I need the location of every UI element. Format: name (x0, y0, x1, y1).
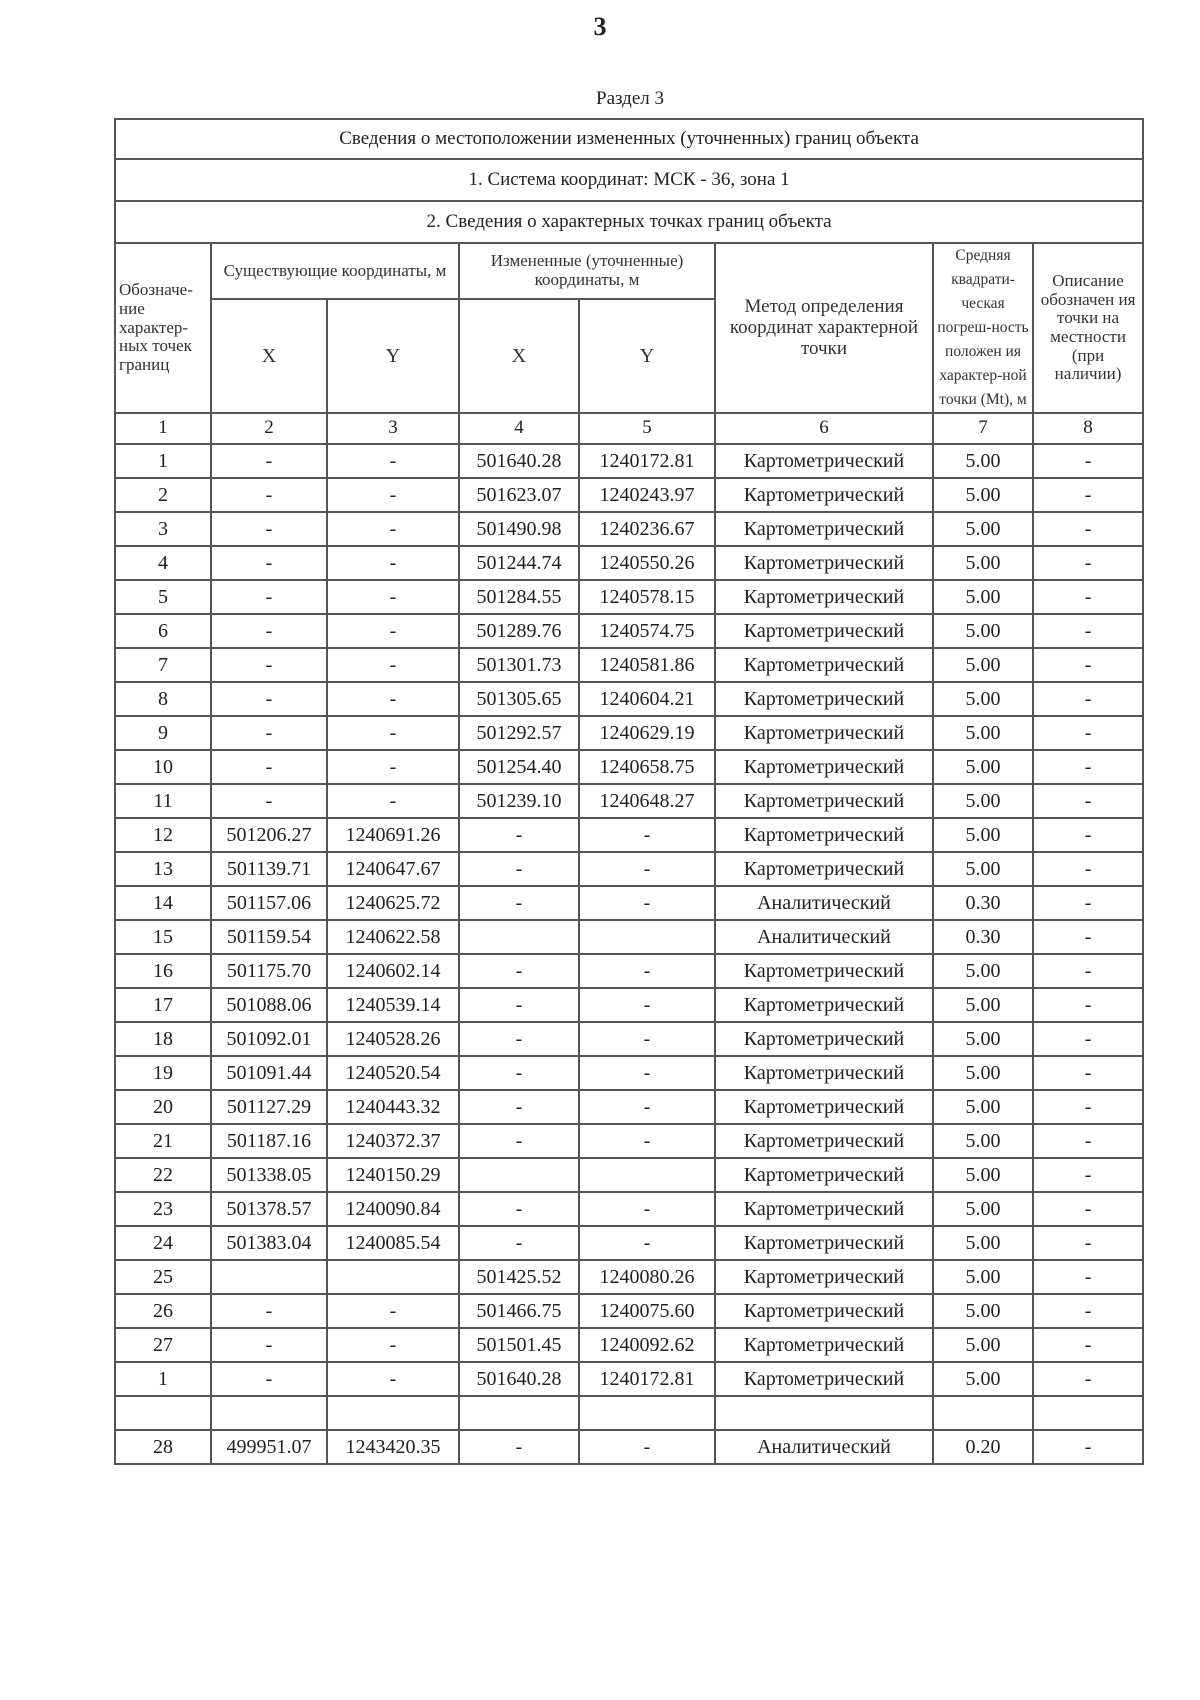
cell-existing-x: 501139.71 (211, 852, 327, 886)
table-row (115, 1260, 1143, 1294)
cell-existing-x: - (211, 546, 327, 580)
cell-error-mt: 5.00 (933, 682, 1033, 716)
cell-method: Картометрический (715, 1056, 933, 1090)
cell-existing-y: - (327, 716, 459, 750)
cell-description: - (1033, 818, 1143, 852)
cell-existing-y: - (327, 478, 459, 512)
cell-changed-y: 1240578.15 (579, 580, 715, 614)
cell-changed-y: - (579, 1226, 715, 1260)
cell-changed-x: 501425.52 (459, 1260, 579, 1294)
cell-method: Картометрический (715, 818, 933, 852)
cell-method: Картометрический (715, 784, 933, 818)
cell-changed-y: - (579, 1192, 715, 1226)
cell-existing-x: 501378.57 (211, 1192, 327, 1226)
cell-error-mt: 5.00 (933, 1158, 1033, 1192)
cell-description: - (1033, 1430, 1143, 1464)
table-row (115, 1362, 1143, 1396)
cell-changed-y (579, 1158, 715, 1192)
cell-existing-x: - (211, 1362, 327, 1396)
column-number: 4 (459, 413, 579, 444)
cell-changed-y (579, 920, 715, 954)
cell-existing-y: 1240085.54 (327, 1226, 459, 1260)
cell-changed-x: - (459, 1192, 579, 1226)
cell-changed-y: 1240092.62 (579, 1328, 715, 1362)
cell-changed-y: 1240172.81 (579, 444, 715, 478)
cell-existing-y: - (327, 784, 459, 818)
cell-changed-y: - (579, 988, 715, 1022)
table-row (115, 614, 1143, 648)
cell-method: Картометрический (715, 750, 933, 784)
cell-method: Картометрический (715, 682, 933, 716)
cell-changed-x: 501640.28 (459, 1362, 579, 1396)
column-number: 6 (715, 413, 933, 444)
cell-changed-y: 1240172.81 (579, 1362, 715, 1396)
cell-existing-y: - (327, 1362, 459, 1396)
cell-description (1033, 1396, 1143, 1430)
cell-changed-y: - (579, 1090, 715, 1124)
cell-existing-x: - (211, 716, 327, 750)
table-row (115, 1158, 1143, 1192)
cell-changed-x (459, 920, 579, 954)
cell-existing-x: 501175.70 (211, 954, 327, 988)
table-row (115, 1056, 1143, 1090)
cell-changed-x: 501239.10 (459, 784, 579, 818)
cell-changed-x: - (459, 1022, 579, 1056)
header-changed-coords: Измененные (уточненные) координаты, м (459, 243, 715, 299)
cell-point-id: 1 (115, 1362, 211, 1396)
cell-changed-y: 1240629.19 (579, 716, 715, 750)
cell-existing-x: - (211, 750, 327, 784)
cell-existing-x: - (211, 614, 327, 648)
cell-existing-x (211, 1396, 327, 1430)
cell-description: - (1033, 886, 1143, 920)
cell-error-mt: 5.00 (933, 1294, 1033, 1328)
cell-description: - (1033, 546, 1143, 580)
cell-existing-y: 1240539.14 (327, 988, 459, 1022)
cell-method: Картометрический (715, 614, 933, 648)
cell-existing-x: 501127.29 (211, 1090, 327, 1124)
cell-method: Аналитический (715, 920, 933, 954)
cell-method: Картометрический (715, 954, 933, 988)
coordinate-system: 1. Система координат: МСК - 36, зона 1 (115, 159, 1143, 201)
cell-existing-x: 501338.05 (211, 1158, 327, 1192)
cell-error-mt: 5.00 (933, 1192, 1033, 1226)
section-label: Раздел 3 (596, 88, 664, 109)
cell-existing-x: 501091.44 (211, 1056, 327, 1090)
cell-description: - (1033, 784, 1143, 818)
cell-error-mt: 5.00 (933, 614, 1033, 648)
cell-existing-y: 1240602.14 (327, 954, 459, 988)
table-row (115, 682, 1143, 716)
cell-changed-y: - (579, 1022, 715, 1056)
cell-description: - (1033, 580, 1143, 614)
cell-changed-x: 501466.75 (459, 1294, 579, 1328)
cell-existing-y: - (327, 750, 459, 784)
cell-point-id: 9 (115, 716, 211, 750)
cell-error-mt: 5.00 (933, 1124, 1033, 1158)
cell-description: - (1033, 1260, 1143, 1294)
cell-description: - (1033, 444, 1143, 478)
cell-point-id (115, 1396, 211, 1430)
cell-error-mt: 5.00 (933, 648, 1033, 682)
cell-description: - (1033, 682, 1143, 716)
cell-existing-y: - (327, 682, 459, 716)
boundary-points-table (114, 118, 1144, 1465)
cell-point-id: 24 (115, 1226, 211, 1260)
cell-method: Картометрический (715, 1294, 933, 1328)
cell-description: - (1033, 648, 1143, 682)
cell-method: Картометрический (715, 1328, 933, 1362)
table-row (115, 1090, 1143, 1124)
cell-method: Картометрический (715, 1158, 933, 1192)
table-row (115, 478, 1143, 512)
cell-existing-x: - (211, 478, 327, 512)
cell-error-mt: 5.00 (933, 1362, 1033, 1396)
cell-existing-y: - (327, 580, 459, 614)
cell-changed-x: - (459, 1430, 579, 1464)
table-row (115, 886, 1143, 920)
cell-existing-x: - (211, 1294, 327, 1328)
cell-changed-x: - (459, 1090, 579, 1124)
cell-description: - (1033, 954, 1143, 988)
cell-point-id: 20 (115, 1090, 211, 1124)
cell-existing-y: 1240647.67 (327, 852, 459, 886)
cell-existing-y: 1240625.72 (327, 886, 459, 920)
cell-changed-y: 1240658.75 (579, 750, 715, 784)
cell-error-mt: 5.00 (933, 784, 1033, 818)
cell-method: Картометрический (715, 1260, 933, 1294)
table-row (115, 648, 1143, 682)
header-existing-x: X (211, 299, 327, 413)
cell-existing-y: 1243420.35 (327, 1430, 459, 1464)
cell-changed-x: - (459, 1226, 579, 1260)
column-number: 1 (115, 413, 211, 444)
table-row (115, 920, 1143, 954)
cell-point-id: 27 (115, 1328, 211, 1362)
cell-point-id: 26 (115, 1294, 211, 1328)
cell-error-mt: 5.00 (933, 478, 1033, 512)
cell-existing-x: - (211, 784, 327, 818)
cell-description: - (1033, 1226, 1143, 1260)
cell-existing-x: 501187.16 (211, 1124, 327, 1158)
cell-point-id: 18 (115, 1022, 211, 1056)
cell-description: - (1033, 988, 1143, 1022)
table-row (115, 1430, 1143, 1464)
table-row (115, 750, 1143, 784)
cell-description: - (1033, 1158, 1143, 1192)
column-numbers-row (115, 413, 1143, 444)
cell-changed-y: - (579, 886, 715, 920)
table-row (115, 1328, 1143, 1362)
column-number: 5 (579, 413, 715, 444)
header-existing-y: Y (327, 299, 459, 413)
cell-point-id: 11 (115, 784, 211, 818)
cell-point-id: 15 (115, 920, 211, 954)
cell-method: Картометрический (715, 478, 933, 512)
cell-description: - (1033, 1328, 1143, 1362)
cell-changed-x: - (459, 1124, 579, 1158)
cell-existing-y: - (327, 546, 459, 580)
cell-changed-x: 501640.28 (459, 444, 579, 478)
cell-error-mt (933, 1396, 1033, 1430)
cell-method: Картометрический (715, 1090, 933, 1124)
table-row (115, 784, 1143, 818)
cell-existing-y: 1240443.32 (327, 1090, 459, 1124)
cell-method: Картометрический (715, 716, 933, 750)
cell-point-id: 13 (115, 852, 211, 886)
cell-changed-y: - (579, 818, 715, 852)
cell-existing-x: 499951.07 (211, 1430, 327, 1464)
cell-point-id: 23 (115, 1192, 211, 1226)
cell-changed-x (459, 1158, 579, 1192)
cell-changed-y: 1240243.97 (579, 478, 715, 512)
cell-existing-y: - (327, 444, 459, 478)
cell-changed-x: 501501.45 (459, 1328, 579, 1362)
cell-method: Картометрический (715, 852, 933, 886)
cell-changed-x: 501305.65 (459, 682, 579, 716)
table-row (115, 716, 1143, 750)
cell-existing-y: 1240372.37 (327, 1124, 459, 1158)
cell-existing-y: 1240150.29 (327, 1158, 459, 1192)
cell-changed-y: 1240236.67 (579, 512, 715, 546)
cell-point-id: 10 (115, 750, 211, 784)
cell-error-mt: 0.30 (933, 886, 1033, 920)
table-row (115, 818, 1143, 852)
cell-existing-x: - (211, 1328, 327, 1362)
cell-existing-y: 1240528.26 (327, 1022, 459, 1056)
cell-description: - (1033, 1090, 1143, 1124)
cell-existing-y: 1240090.84 (327, 1192, 459, 1226)
page-number: 3 (593, 12, 607, 41)
cell-description: - (1033, 716, 1143, 750)
cell-description: - (1033, 1124, 1143, 1158)
table-row (115, 1022, 1143, 1056)
cell-error-mt: 5.00 (933, 1090, 1033, 1124)
table-row (115, 1226, 1143, 1260)
cell-method: Картометрический (715, 580, 933, 614)
table-row-blank (115, 1396, 1143, 1430)
cell-changed-y: - (579, 852, 715, 886)
cell-point-id: 2 (115, 478, 211, 512)
cell-existing-x: - (211, 512, 327, 546)
cell-existing-y: - (327, 1328, 459, 1362)
cell-changed-x: - (459, 1056, 579, 1090)
cell-point-id: 12 (115, 818, 211, 852)
points-heading: 2. Сведения о характерных точках границ объекта (115, 201, 1143, 243)
cell-point-id: 19 (115, 1056, 211, 1090)
table-row (115, 512, 1143, 546)
cell-error-mt: 5.00 (933, 1226, 1033, 1260)
cell-existing-x: - (211, 682, 327, 716)
cell-point-id: 16 (115, 954, 211, 988)
header-description: Описание обозначен ия точки на местности (при наличии) (1033, 243, 1143, 413)
cell-error-mt: 0.20 (933, 1430, 1033, 1464)
cell-changed-x: - (459, 818, 579, 852)
cell-existing-x: 501088.06 (211, 988, 327, 1022)
cell-point-id: 3 (115, 512, 211, 546)
cell-changed-x: - (459, 852, 579, 886)
cell-method: Картометрический (715, 1362, 933, 1396)
cell-changed-y: - (579, 1430, 715, 1464)
cell-changed-y: 1240550.26 (579, 546, 715, 580)
table-row (115, 580, 1143, 614)
cell-point-id: 7 (115, 648, 211, 682)
cell-changed-y: - (579, 954, 715, 988)
cell-existing-y: 1240520.54 (327, 1056, 459, 1090)
cell-description: - (1033, 512, 1143, 546)
cell-error-mt: 5.00 (933, 818, 1033, 852)
cell-error-mt: 0.30 (933, 920, 1033, 954)
cell-error-mt: 5.00 (933, 1056, 1033, 1090)
cell-method: Картометрический (715, 444, 933, 478)
header-error: Средняя квадрати-ческая погреш-ность положен ия характер-ной точки (Mt), м (933, 243, 1033, 413)
cell-changed-x: - (459, 954, 579, 988)
cell-method (715, 1396, 933, 1430)
cell-point-id: 5 (115, 580, 211, 614)
cell-changed-x: 501490.98 (459, 512, 579, 546)
cell-description: - (1033, 750, 1143, 784)
cell-existing-x: 501383.04 (211, 1226, 327, 1260)
cell-changed-x: 501289.76 (459, 614, 579, 648)
cell-point-id: 14 (115, 886, 211, 920)
cell-existing-y (327, 1396, 459, 1430)
cell-existing-y: - (327, 512, 459, 546)
cell-changed-x: 501254.40 (459, 750, 579, 784)
cell-point-id: 6 (115, 614, 211, 648)
cell-description: - (1033, 920, 1143, 954)
cell-description: - (1033, 1362, 1143, 1396)
cell-description: - (1033, 852, 1143, 886)
cell-changed-x: 501292.57 (459, 716, 579, 750)
cell-method: Картометрический (715, 648, 933, 682)
header-existing-coords: Существующие координаты, м (211, 243, 459, 299)
cell-changed-y: 1240080.26 (579, 1260, 715, 1294)
cell-method: Картометрический (715, 1124, 933, 1158)
table-row (115, 988, 1143, 1022)
cell-error-mt: 5.00 (933, 1022, 1033, 1056)
cell-changed-y (579, 1396, 715, 1430)
cell-error-mt: 5.00 (933, 716, 1033, 750)
cell-changed-y: 1240075.60 (579, 1294, 715, 1328)
table-title: Сведения о местоположении измененных (уточненных) границ объекта (115, 119, 1143, 159)
cell-method: Картометрический (715, 988, 933, 1022)
cell-changed-x: 501284.55 (459, 580, 579, 614)
cell-error-mt: 5.00 (933, 988, 1033, 1022)
cell-existing-x: 501206.27 (211, 818, 327, 852)
cell-changed-y: 1240648.27 (579, 784, 715, 818)
cell-description: - (1033, 478, 1143, 512)
cell-existing-x: 501157.06 (211, 886, 327, 920)
cell-changed-y: 1240581.86 (579, 648, 715, 682)
header-designation: Обозначе-ние характер-ных точек границ (115, 243, 211, 413)
cell-changed-x (459, 1396, 579, 1430)
cell-point-id: 28 (115, 1430, 211, 1464)
cell-changed-x: - (459, 886, 579, 920)
cell-error-mt: 5.00 (933, 580, 1033, 614)
cell-existing-y: - (327, 614, 459, 648)
cell-existing-x (211, 1260, 327, 1294)
cell-changed-x: 501623.07 (459, 478, 579, 512)
cell-error-mt: 5.00 (933, 852, 1033, 886)
cell-existing-x: - (211, 648, 327, 682)
cell-point-id: 25 (115, 1260, 211, 1294)
table-row (115, 954, 1143, 988)
header-method: Метод определения координат характерной точки (715, 243, 933, 413)
cell-existing-x: - (211, 580, 327, 614)
cell-method: Картометрический (715, 546, 933, 580)
cell-point-id: 1 (115, 444, 211, 478)
cell-existing-y: - (327, 1294, 459, 1328)
cell-error-mt: 5.00 (933, 444, 1033, 478)
cell-description: - (1033, 1294, 1143, 1328)
table-row (115, 852, 1143, 886)
cell-point-id: 22 (115, 1158, 211, 1192)
cell-point-id: 4 (115, 546, 211, 580)
cell-error-mt: 5.00 (933, 954, 1033, 988)
cell-description: - (1033, 614, 1143, 648)
cell-changed-x: 501301.73 (459, 648, 579, 682)
cell-point-id: 8 (115, 682, 211, 716)
cell-changed-y: - (579, 1124, 715, 1158)
cell-error-mt: 5.00 (933, 512, 1033, 546)
cell-error-mt: 5.00 (933, 546, 1033, 580)
cell-changed-y: 1240604.21 (579, 682, 715, 716)
table-row (115, 1294, 1143, 1328)
cell-existing-y: - (327, 648, 459, 682)
column-number: 7 (933, 413, 1033, 444)
cell-changed-x: 501244.74 (459, 546, 579, 580)
header-changed-y: Y (579, 299, 715, 413)
cell-error-mt: 5.00 (933, 1328, 1033, 1362)
table-row (115, 546, 1143, 580)
cell-existing-x: 501092.01 (211, 1022, 327, 1056)
cell-changed-x: - (459, 988, 579, 1022)
table-row (115, 1124, 1143, 1158)
cell-changed-y: 1240574.75 (579, 614, 715, 648)
table-row (115, 1192, 1143, 1226)
cell-method: Картометрический (715, 1022, 933, 1056)
cell-method: Картометрический (715, 512, 933, 546)
cell-existing-x: - (211, 444, 327, 478)
cell-existing-y: 1240691.26 (327, 818, 459, 852)
cell-method: Аналитический (715, 1430, 933, 1464)
cell-changed-y: - (579, 1056, 715, 1090)
table-row (115, 444, 1143, 478)
cell-error-mt: 5.00 (933, 750, 1033, 784)
cell-description: - (1033, 1056, 1143, 1090)
cell-point-id: 21 (115, 1124, 211, 1158)
column-number: 2 (211, 413, 327, 444)
cell-method: Картометрический (715, 1192, 933, 1226)
cell-error-mt: 5.00 (933, 1260, 1033, 1294)
cell-existing-x: 501159.54 (211, 920, 327, 954)
cell-description: - (1033, 1192, 1143, 1226)
cell-method: Аналитический (715, 886, 933, 920)
cell-point-id: 17 (115, 988, 211, 1022)
cell-existing-y (327, 1260, 459, 1294)
column-number: 3 (327, 413, 459, 444)
column-number: 8 (1033, 413, 1143, 444)
cell-method: Картометрический (715, 1226, 933, 1260)
cell-description: - (1033, 1022, 1143, 1056)
header-changed-x: X (459, 299, 579, 413)
cell-existing-y: 1240622.58 (327, 920, 459, 954)
